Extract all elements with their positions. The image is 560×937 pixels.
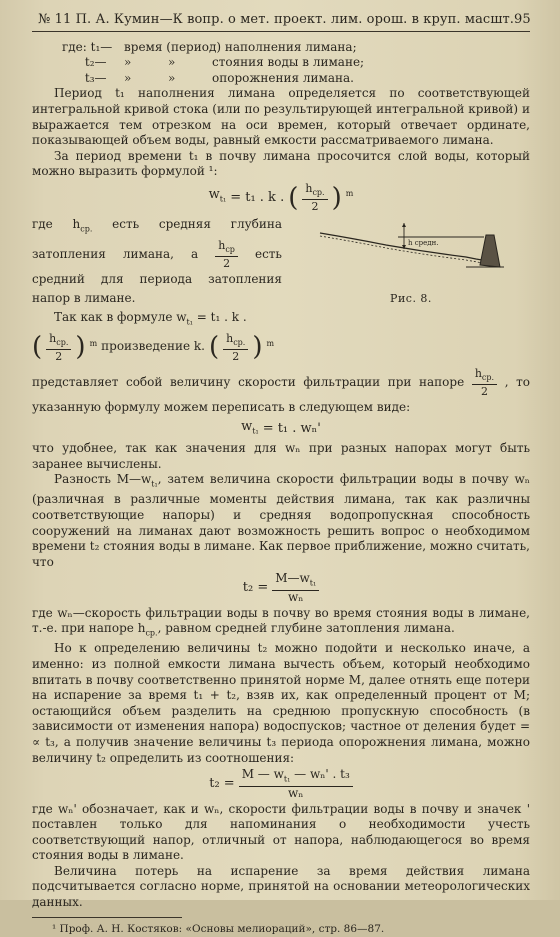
formula-1: $w_{t_1}$ = t₁ . k . ( $\frac{h_{ср.}}{2}$ ) $^m$	[208, 181, 354, 214]
figure-caption: Рис. 8.	[390, 292, 432, 306]
figure-8	[292, 215, 530, 365]
paragraph: где $h_{ср.}$ есть средняя глубина затопления лимана, а $\frac{h_{ср}}{2}$ есть средний для периода затопления напор в лимане.	[32, 217, 282, 305]
paragraph: что удобнее, так как значения для wₙ при разных напорах могут быть заранее вычислены.	[32, 441, 530, 471]
header-title: № 11 П. А. Кумин—К вопр. о мет. проект. лим. орош. в круп. масшт.	[38, 12, 515, 27]
paragraph: представляет собой величину скорости фильтрации при напоре $\frac{h_{ср.}}{2}$ , то указанную формулу можем переписать в следующем виде:	[32, 366, 530, 415]
arrow-up-icon	[402, 223, 406, 227]
paragraph: Величина потерь на испарение за время действия лимана подсчитывается согласно норме, принятой на основании метеорологических данных.	[32, 863, 530, 910]
page-number: 95	[514, 12, 531, 27]
footnote: ¹ Проф. А. Н. Костяков: «Основы мелиораций», стр. 86—87.	[52, 922, 385, 935]
figure-label: h средн.	[408, 239, 439, 248]
paragraph: Период t₁ наполнения лимана определяется по соответствующей интегральной кривой стока (или по результирующей интегральной кривой) и выражается тем отрезком на оси времен, который отвечает ординате, показывающей объем воды, равный емкости рассматриваемого лимана.	[32, 86, 530, 148]
paragraph: где wₙ—скорость фильтрации воды в почву во время стояния воды в лимане, т.-е. при напоре $h_{ср.}$, равном средней глубине затопления лимана.	[32, 605, 530, 638]
paragraph: где wₙ' обозначает, как и wₙ, скорости фильтрации воды в почву и значек ' поставлен только для напоминания о необходимости учесть соответствующий напор, отличный от напора, наблюдающегося во время стояния воды в лимане.	[32, 801, 530, 863]
formula-2: $w_{t_1}$ = t₁ . wₙ'	[241, 419, 321, 437]
definition-list	[62, 40, 530, 87]
definition-row: t₂— » » стояния воды в лимане;	[84, 55, 365, 70]
paragraph: Так как в формуле $w_{t_1} = t_1$ . k .	[54, 309, 247, 327]
dam-shape	[480, 235, 500, 267]
formula-3: t₂ = $\frac{M—w_{t_1}}{\text{wₙ}}$	[32, 572, 530, 603]
running-header	[32, 12, 530, 32]
paragraph: Разность $M—w_{t_1}$, затем величина скорости фильтрации воды в почву wₙ (различная в различные моменты действия лимана, так как различны соответствующие напоры) и средняя водопропускная способность сооружений на лиманах дают возможность решить вопрос о необходимом времени t₂ стояния воды в лимане. Как первое приближение, можно считать, что	[32, 472, 530, 569]
formula-4: t₂ = $\frac{M — w_{t_1} — w_n' . t_3}{\text{wₙ}}$	[32, 768, 530, 799]
footnote-divider	[32, 917, 182, 918]
definition-row: t₃— » » опорожнения лимана.	[84, 70, 354, 85]
dam-cross-section-diagram	[316, 215, 506, 277]
figure-area: где $h_{ср.}$ есть средняя глубина затопления лимана, а $\frac{h_{ср}}{2}$ есть средний для периода затопления напор в лимане. Так как в формуле $w_{t_1} = t_1$ . k . ( $\frac{h_{ср.}}{2}$ ) $^m$ произведение k. ( $\frac{h_{ср.}}{2}$ ) $^m$ h средн. Рис. 8.	[32, 215, 530, 365]
definition-row: где: t₁— время (период) наполнения лимана;	[62, 39, 357, 54]
paragraph: За период времени t₁ в почву лимана просочится слой воды, который можно выразить формулой ¹:	[32, 148, 530, 179]
paragraph: Но к определению величины t₂ можно подойти и несколько иначе, а именно: из полной емкости лимана вычесть объем, который необходимо впитать в почву соответственно принятой норме M, далее отнять еще потери на испарение за время t₁ + t₂, взяв их, как определенный процент от M; остающийся объем разделить на среднюю пропускную способность (в зависимости от изменения напора) водоспусков; частное от деления будет = ∝ t₃, а получив значение величины t₃ периода опорожнения лимана, можно величину t₂ определить из соотношения:	[32, 641, 530, 765]
